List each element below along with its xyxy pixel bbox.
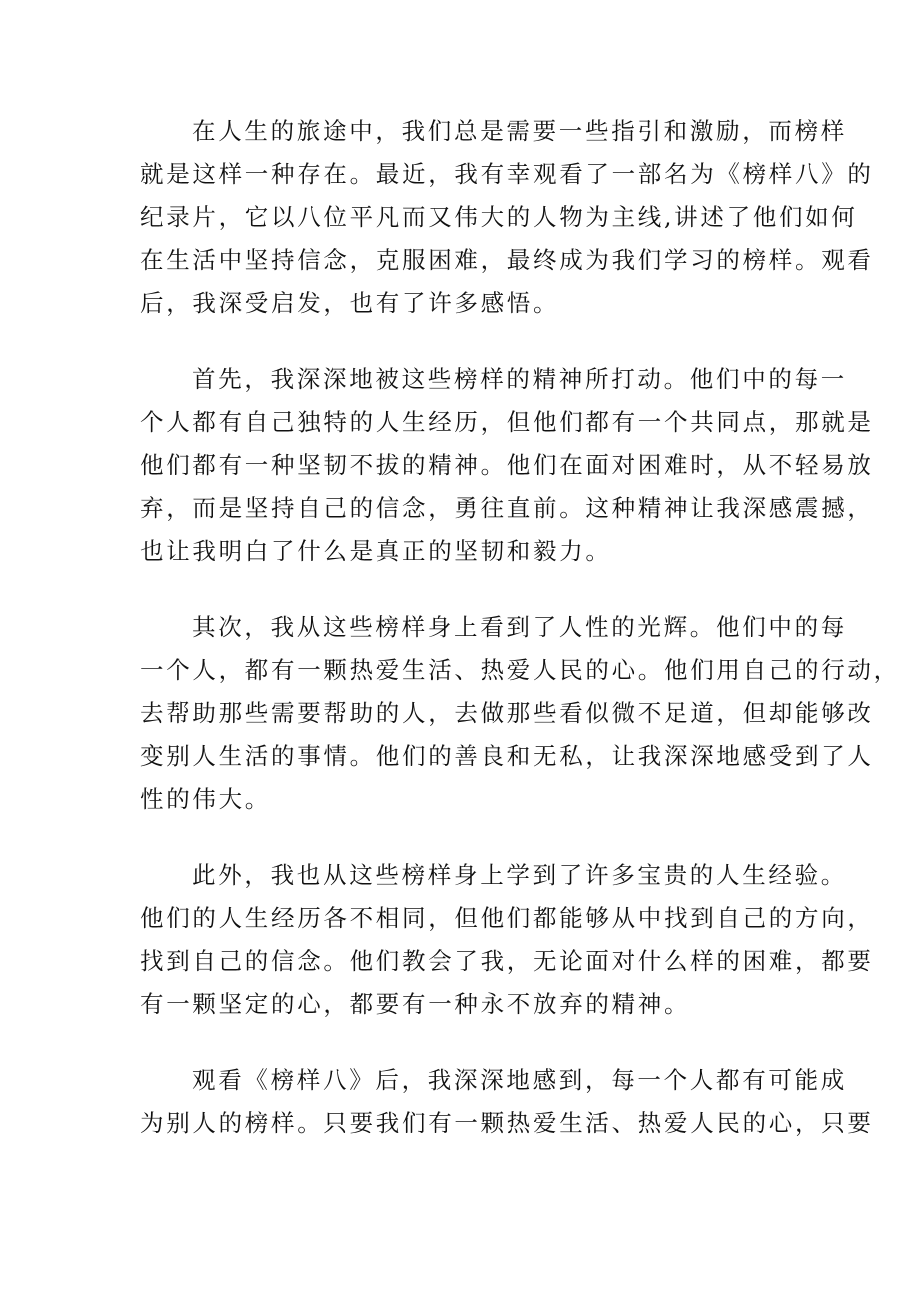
paragraph-4 <box>140 854 874 1026</box>
paragraph-2 <box>140 358 874 573</box>
paragraph-line: 在人生的旅途中，我们总是需要一些指引和激励，而榜样 <box>192 117 847 145</box>
paragraph-line: 首先，我深深地被这些榜样的精神所打动。他们中的每一 <box>192 365 847 393</box>
paragraph-line: 变别人生活的事情。他们的善良和无私，让我深深地感受到了人 <box>140 742 874 770</box>
paragraph-line: 也让我明白了什么是真正的坚韧和毅力。 <box>140 537 612 565</box>
paragraph-line: 后，我深受启发，也有了许多感悟。 <box>140 289 560 317</box>
paragraph-line: 纪录片，它以八位平凡而又伟大的人物为主线,讲述了他们如何 <box>140 203 858 231</box>
paragraph-line: 个人都有自己独特的人生经历，但他们都有一个共同点，那就是 <box>140 408 874 436</box>
paragraph-1 <box>140 110 874 325</box>
paragraph-line: 观看《榜样八》后，我深深地感到，每一个人都有可能成 <box>192 1066 847 1094</box>
paragraph-line: 就是这样一种存在。最近，我有幸观看了一部名为《榜样八》的 <box>140 160 874 188</box>
paragraph-line: 此外，我也从这些榜样身上学到了许多宝贵的人生经验。 <box>192 861 847 889</box>
paragraph-line: 有一颗坚定的心，都要有一种永不放弃的精神。 <box>140 990 691 1018</box>
paragraph-5 <box>140 1059 874 1145</box>
paragraph-line: 在生活中坚持信念，克服困难，最终成为我们学习的榜样。观看 <box>140 246 874 274</box>
paragraph-line: 弃，而是坚持自己的信念，勇往直前。这种精神让我深感震撼， <box>140 494 874 522</box>
paragraph-line: 为别人的榜样。只要我们有一颗热爱生活、热爱人民的心，只要 <box>140 1109 874 1137</box>
essay-body <box>140 110 900 1178</box>
paragraph-line: 其次，我从这些榜样身上看到了人性的光辉。他们中的每 <box>192 613 847 641</box>
paragraph-line: 他们的人生经历各不相同，但他们都能够从中找到自己的方向， <box>140 904 874 932</box>
paragraph-line: 找到自己的信念。他们教会了我，无论面对什么样的困难，都要 <box>140 947 874 975</box>
paragraph-line: 去帮助那些需要帮助的人，去做那些看似微不足道，但却能够改 <box>140 699 874 727</box>
paragraph-3 <box>140 606 900 821</box>
paragraph-line: 性的伟大。 <box>140 785 271 813</box>
paragraph-line: 一个人，都有一颗热爱生活、热爱人民的心。他们用自己的行动， <box>140 656 900 684</box>
paragraph-line: 他们都有一种坚韧不拔的精神。他们在面对困难时，从不轻易放 <box>140 451 874 479</box>
